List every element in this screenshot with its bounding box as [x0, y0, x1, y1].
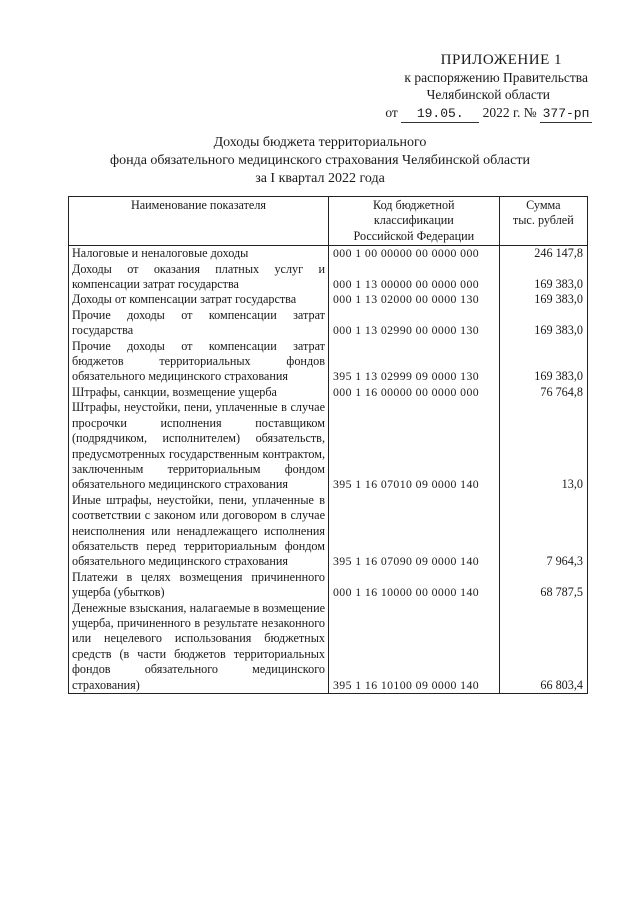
row-sum-cell: 246 147,8: [499, 246, 587, 262]
row-sum-cell: 169 383,0: [499, 292, 587, 307]
row-name-cell: Прочие доходы от компенсации затрат бюджетов территориальных фондов обязательного медицинского страхования: [69, 339, 329, 385]
row-sum-cell: 68 787,5: [499, 570, 587, 601]
appendix-title: ПРИЛОЖЕНИЕ 1: [440, 52, 562, 68]
row-code-cell: 000 1 13 02000 00 0000 130: [329, 292, 500, 307]
date-value: 19.05.: [401, 105, 479, 123]
table-row: [69, 570, 588, 601]
column-header-sum: Сумма тыс. рублей: [499, 197, 587, 246]
table-row: [69, 246, 588, 262]
appendix-header: [332, 52, 592, 123]
table-row: [69, 493, 588, 570]
column-header-code: Код бюджетной классификации Российской Федерации: [329, 197, 500, 246]
row-name-cell: Платежи в целях возмещения причиненного ущерба (убытков): [69, 570, 329, 601]
title-line-2: фонда обязательного медицинского страхования Челябинской области: [110, 153, 530, 168]
row-name-cell: Штрафы, санкции, возмещение ущерба: [69, 385, 329, 400]
table-row: [69, 292, 588, 307]
table-row: [69, 400, 588, 492]
row-sum-cell: 13,0: [499, 400, 587, 492]
row-sum-cell: 76 764,8: [499, 385, 587, 400]
document-title: [60, 134, 580, 188]
order-number: 377-рп: [540, 105, 592, 123]
table-header-row: [69, 197, 588, 246]
row-name-cell: Налоговые и неналоговые доходы: [69, 246, 329, 262]
row-sum-cell: 66 803,4: [499, 601, 587, 694]
table-row: [69, 262, 588, 293]
year-text: 2022 г. №: [482, 105, 537, 120]
row-code-cell: 000 1 16 00000 00 0000 000: [329, 385, 500, 400]
row-code-cell: 000 1 13 02990 00 0000 130: [329, 308, 500, 339]
title-line-1: Доходы бюджета территориального: [213, 135, 427, 150]
title-line-3: за I квартал 2022 года: [255, 171, 385, 186]
row-code-cell: 000 1 13 00000 00 0000 000: [329, 262, 500, 293]
date-prefix: от: [385, 105, 398, 120]
row-sum-cell: 7 964,3: [499, 493, 587, 570]
appendix-order-line: к распоряжению Правительства: [404, 70, 588, 85]
appendix-region-line: Челябинской области: [426, 87, 550, 102]
row-code-cell: 395 1 16 07010 09 0000 140: [329, 400, 500, 492]
row-code-cell: 000 1 00 00000 00 0000 000: [329, 246, 500, 262]
row-name-cell: Доходы от компенсации затрат государства: [69, 292, 329, 307]
row-code-cell: 395 1 13 02999 09 0000 130: [329, 339, 500, 385]
column-header-name: Наименование показателя: [69, 197, 329, 246]
revenue-table: [68, 196, 588, 694]
row-sum-cell: 169 383,0: [499, 262, 587, 293]
appendix-date-line: [332, 104, 592, 123]
row-name-cell: Штрафы, неустойки, пени, уплаченные в случае просрочки исполнения поставщиком (подрядчиком, исполнителем) обязательств, предусмотренных государственным контрактом, заключенным территориальным фондом обязательного медицинского страхования: [69, 400, 329, 492]
table-row: [69, 308, 588, 339]
row-name-cell: Денежные взыскания, налагаемые в возмещение ущерба, причиненного в результате незаконного или нецелевого использования бюджетных средств (в части бюджетов территориальных фондов обязательного медицинского страхования): [69, 601, 329, 694]
row-name-cell: Иные штрафы, неустойки, пени, уплаченные в соответствии с законом или договором в случае неисполнения или ненадлежащего исполнения обязательств перед территориальным фондом обязательного медицинского страхования: [69, 493, 329, 570]
table-row: [69, 601, 588, 694]
row-code-cell: 000 1 16 10000 00 0000 140: [329, 570, 500, 601]
row-name-cell: Доходы от оказания платных услуг и компенсации затрат государства: [69, 262, 329, 293]
row-name-cell: Прочие доходы от компенсации затрат государства: [69, 308, 329, 339]
table-row: [69, 385, 588, 400]
table-row: [69, 339, 588, 385]
row-sum-cell: 169 383,0: [499, 339, 587, 385]
row-code-cell: 395 1 16 10100 09 0000 140: [329, 601, 500, 694]
row-sum-cell: 169 383,0: [499, 308, 587, 339]
row-code-cell: 395 1 16 07090 09 0000 140: [329, 493, 500, 570]
